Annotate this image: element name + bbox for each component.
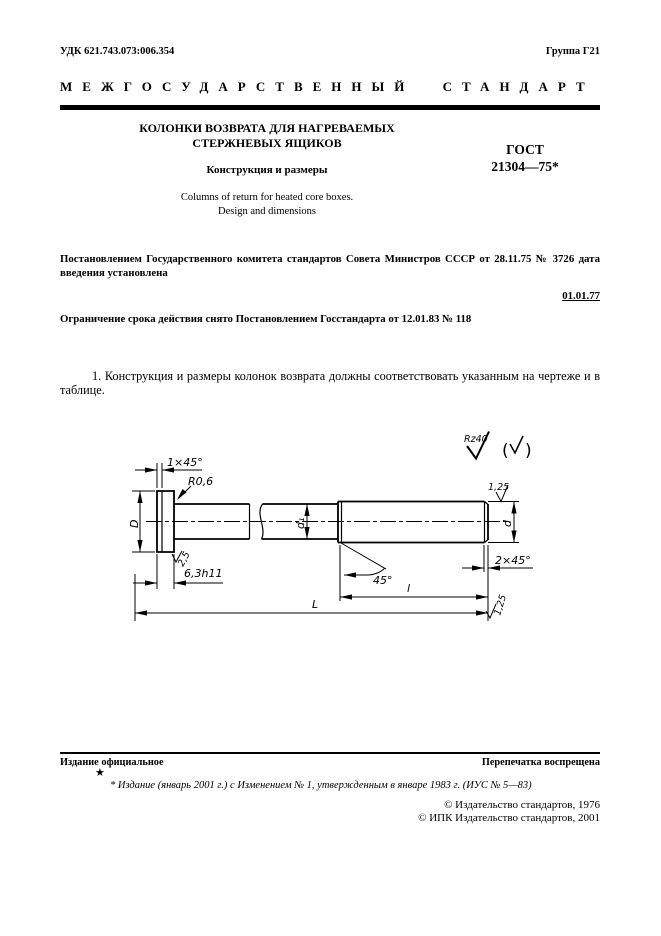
reprint-forbidden-label: Перепечатка воспрещена [481,757,600,768]
head-roughness-label: 2,5 [175,549,193,569]
arrowhead [344,572,356,577]
clause-1: 1. Конструкция и размеры колонок возврата должны соответствовать указанным на чертеже и в таблице. [60,369,600,397]
arrowhead [174,580,186,585]
paren-open: ( [502,441,509,461]
title-block [60,121,474,219]
end-section-outline [338,502,488,543]
dim-D-label: D [128,519,141,528]
standard-type-heading: МЕЖГОСУДАРСТВЕННЫЙ СТАНДАРТ [60,79,595,94]
end-roughness-bottom-label: 1,25 [492,593,510,617]
dim-l-lines [340,545,488,601]
copyright-2001: © ИПК Издательство стандартов, 2001 [418,812,600,824]
paren-close: ) [525,441,532,461]
title-en-line1: Columns of return for heated core boxes. [180,192,354,203]
dim-L-label: L [312,598,319,611]
arrowhead [304,504,309,516]
angle-leader [341,543,386,575]
arrowhead [137,540,142,552]
head-thickness-label: 6,3h11 [184,567,223,580]
group-code: Группа Г21 [545,46,600,57]
dim-d1-label: d₁ [294,517,307,529]
title-subtitle: Конструкция и размеры [206,164,328,176]
title-ru-line2: СТЕРЖНЕВЫХ ЯЩИКОВ [192,136,342,150]
decree-paragraph: Постановлением Государственного комитета стандартов Совета Министров СССР от 28.11.75 № 3726 дата введения установлена [60,253,600,279]
title-ru-line1: КОЛОНКИ ВОЗВРАТА ДЛЯ НАГРЕВАЕМЫХ [139,121,395,135]
footer-rule [60,752,600,754]
roughness-general-label: Rz40 [464,434,488,445]
dim-d-label: d [501,520,514,527]
technical-drawing [0,415,661,650]
end-roughness-top-label: 1,25 [488,482,510,493]
star-icon: ★ [95,767,105,779]
arrowhead [137,491,142,503]
end-chamfer-label: 2×45° [495,554,531,567]
limitation-paragraph: Ограничение срока действия снято Постановлением Госстандарта от 12.01.83 № 118 [60,313,472,325]
paren-check-icon [510,436,523,453]
arrowhead [177,489,187,500]
title-en-line2: Design and dimensions [218,206,316,217]
gost-number: 21304—75* [491,159,559,174]
edition-footnote: * Издание (январь 2001 г.) с Изменением № 1, утвержденным в январе 1983 г. (ИУС № 5—83) [110,780,532,791]
dim-l-label: l [407,582,411,595]
copyright-1976: © Издательство стандартов, 1976 [444,799,600,811]
arrowhead [472,565,484,570]
udk-code: УДК 621.743.073:006.354 [60,46,175,57]
gost-label: ГОСТ [506,142,544,157]
angle-label: 45° [373,574,393,587]
end-chamfer-lines [342,502,489,543]
arrowhead [511,502,516,514]
gost-designation [470,141,580,175]
title-en [60,191,474,219]
head-chamfer-label: 1×45° [167,456,203,469]
arrowhead [476,594,488,599]
arrowhead [340,594,352,599]
radius-label: R0,6 [188,475,214,488]
arrowhead [511,531,516,543]
introduction-date: 01.01.77 [562,290,600,302]
official-edition-label: Издание официальное [60,757,164,768]
arrowhead [145,580,157,585]
arrowhead [145,467,157,472]
header-rule [60,105,600,110]
arrowhead [135,610,147,615]
